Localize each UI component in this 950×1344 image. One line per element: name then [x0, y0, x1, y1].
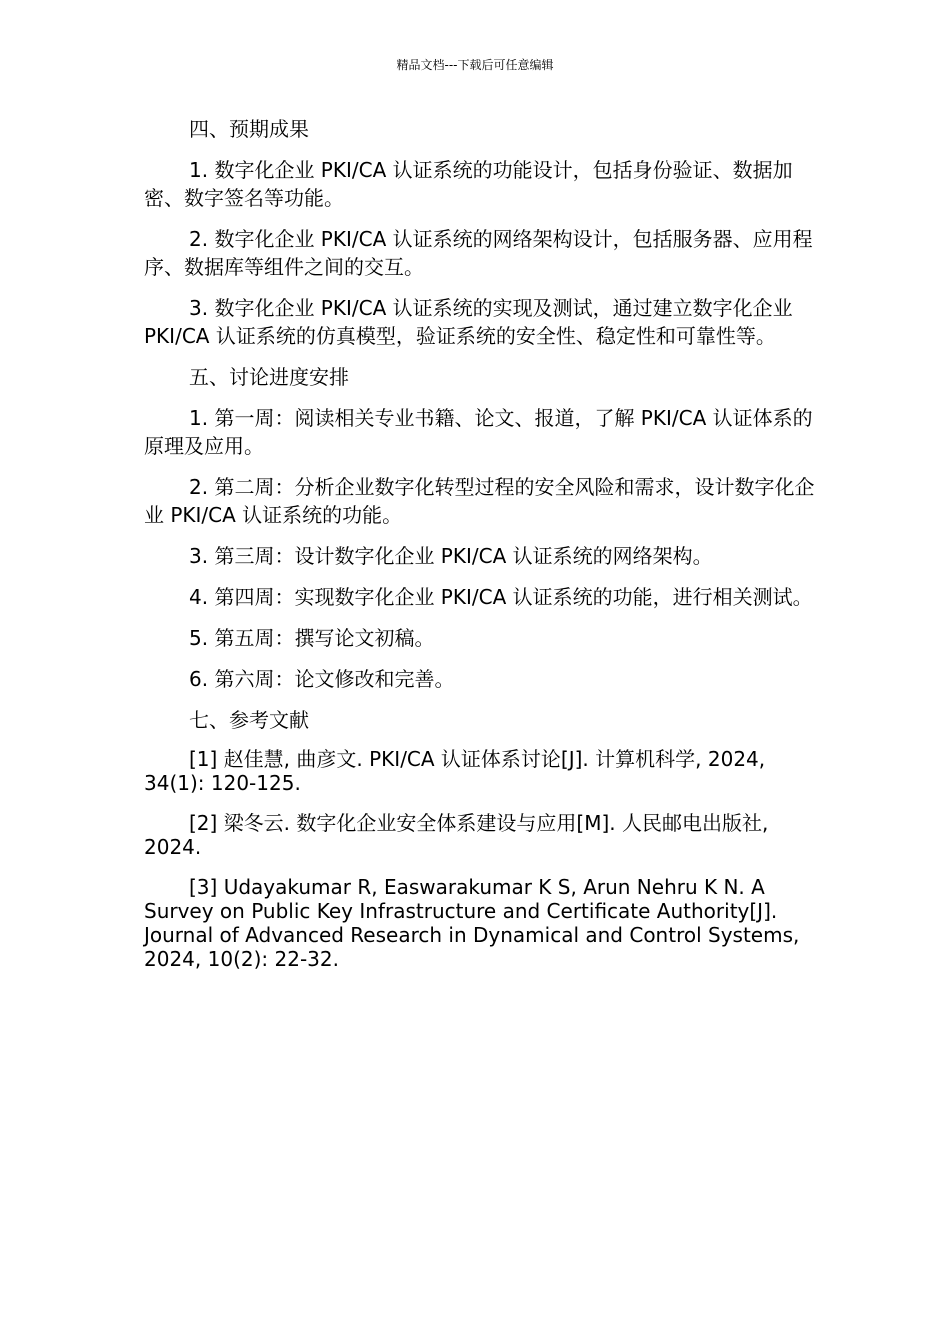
page-header: 精品文档---下载后可任意编辑	[396, 58, 554, 72]
result-item-2: 2. 数字化企业 PKI/CA 认证系统的网络架构设计，包括服务器、应用程序、数据库等组件之间的交互。	[144, 227, 813, 279]
section-heading-expected-results: 四、预期成果	[189, 117, 309, 141]
schedule-item-week-5: 5. 第五周：撰写论文初稿。	[189, 626, 435, 650]
result-item-3: 3. 数字化企业 PKI/CA 认证系统的实现及测试，通过建立数字化企业 PKI/CA 认证系统的仿真模型，验证系统的安全性、稳定性和可靠性等。	[144, 296, 793, 348]
schedule-item-week-2: 2. 第二周：分析企业数字化转型过程的安全风险和需求，设计数字化企业 PKI/CA 认证系统的功能。	[144, 475, 815, 527]
section-heading-schedule: 五、讨论进度安排	[189, 365, 349, 389]
schedule-item-week-3: 3. 第三周：设计数字化企业 PKI/CA 认证系统的网络架构。	[189, 544, 713, 568]
reference-1: [1] 赵佳慧, 曲彦文. PKI/CA 认证体系讨论[J]. 计算机科学, 2024, 34(1): 120-125.	[144, 747, 766, 795]
document-body	[144, 115, 824, 987]
result-item-1: 1. 数字化企业 PKI/CA 认证系统的功能设计，包括身份验证、数据加密、数字签名等功能。	[144, 158, 793, 210]
reference-3: [3] Udayakumar R, Easwarakumar K S, Arun Nehru K N. A Survey on Public Key Infrastructure and Certificate Authority[J]. Journal of Advanced Research in Dynamical and Control Systems, 2024, 10(2): 22-32.	[144, 875, 800, 971]
schedule-item-week-6: 6. 第六周：论文修改和完善。	[189, 667, 455, 691]
schedule-item-week-1: 1. 第一周：阅读相关专业书籍、论文、报道，了解 PKI/CA 认证体系的原理及应用。	[144, 406, 813, 458]
schedule-item-week-4: 4. 第四周：实现数字化企业 PKI/CA 认证系统的功能，进行相关测试。	[189, 585, 813, 609]
reference-2: [2] 梁冬云. 数字化企业安全体系建设与应用[M]. 人民邮电出版社, 2024.	[144, 811, 769, 859]
section-heading-references: 七、参考文献	[189, 708, 309, 732]
